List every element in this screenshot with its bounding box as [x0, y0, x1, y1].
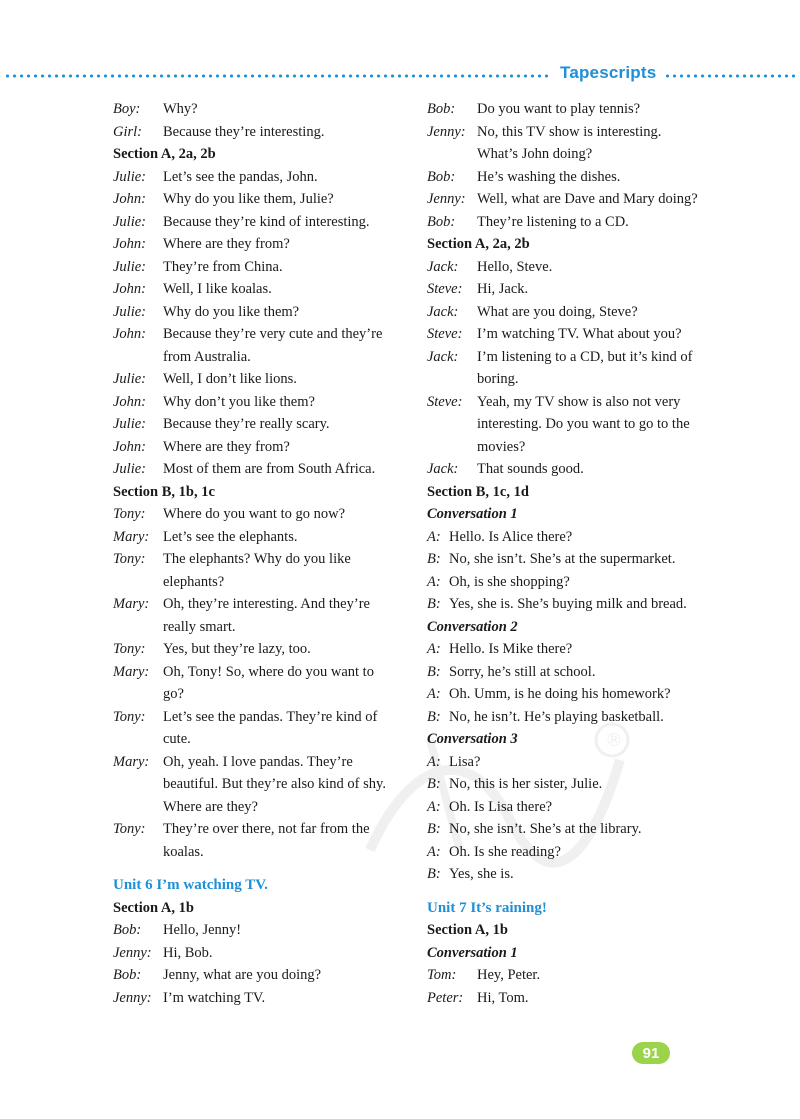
dialogue-line	[113, 413, 413, 436]
dialogue-line	[427, 661, 727, 684]
speaker-label: Julie:	[113, 258, 147, 275]
dialogue-line	[427, 683, 727, 706]
speaker-label: A:	[427, 528, 441, 545]
dialogue-text: They’re over there, not far from the	[163, 821, 370, 837]
watermark-registered-mark: ®	[605, 730, 623, 751]
dialogue-text-continued: interesting. Do you want to go to the	[477, 416, 690, 432]
dialogue-text: Let’s see the pandas, John.	[163, 168, 318, 185]
dialogue-line	[113, 919, 413, 942]
speaker-label: A:	[427, 573, 441, 590]
speaker-label: A:	[427, 753, 441, 770]
dialogue-text: Yes, she is. She’s buying milk and bread.	[449, 596, 687, 612]
dialogue-text: Well, I like koalas.	[163, 281, 272, 297]
left-column	[113, 98, 413, 1009]
dialogue-line	[427, 391, 727, 414]
speaker-label: B:	[427, 663, 441, 680]
unit-heading: Unit 7 It’s raining!	[427, 899, 547, 916]
speaker-label: Jenny:	[427, 123, 466, 140]
speaker-label: Julie:	[113, 168, 147, 185]
dialogue-text: That sounds good.	[477, 461, 584, 477]
dialogue-line	[113, 706, 413, 729]
dialogue-line	[113, 368, 413, 391]
dialogue-line	[427, 346, 727, 369]
speaker-label: Mary:	[113, 753, 150, 770]
speaker-label: B:	[427, 708, 441, 725]
dialogue-line	[113, 458, 413, 481]
dialogue-line	[113, 121, 413, 144]
dialogue-text: Where are they from?	[163, 236, 290, 252]
speaker-label: Jack:	[427, 303, 459, 320]
dialogue-text-continued: go?	[163, 686, 184, 702]
conversation-heading: Conversation 1	[427, 944, 518, 961]
dialogue-text-continued: really smart.	[163, 618, 236, 635]
speaker-label: Jenny:	[427, 191, 466, 207]
dialogue-line	[113, 964, 413, 987]
dialogue-line	[427, 638, 727, 661]
right-column	[427, 98, 727, 1009]
dialogue-line	[427, 278, 727, 301]
dialogue-text: Hi, Bob.	[163, 944, 213, 961]
speaker-label: Bob:	[113, 922, 142, 938]
speaker-label: Bob:	[113, 967, 142, 983]
dialogue-line	[113, 942, 413, 965]
dialogue-text: Oh, they’re interesting. And they’re	[163, 596, 370, 612]
speaker-label: Tony:	[113, 708, 146, 725]
dialogue-text-continued: movies?	[477, 438, 526, 455]
dialogue-line	[113, 256, 413, 279]
dialogue-line	[113, 638, 413, 661]
dialogue-line	[427, 863, 727, 886]
dialogue-line	[427, 706, 727, 729]
dialogue-text: Yes, but they’re lazy, too.	[163, 641, 311, 657]
dialogue-text: The elephants? Why do you like	[163, 551, 351, 567]
dialogue-text: Hi, Tom.	[477, 989, 529, 1006]
dialogue-text: They’re from China.	[163, 258, 283, 275]
speaker-label: Steve:	[427, 326, 463, 342]
dialogue-text: What are you doing, Steve?	[477, 303, 638, 320]
dialogue-text-continued: boring.	[477, 371, 519, 387]
speaker-label: Bob:	[427, 101, 456, 117]
dialogue-text: Oh. Is she reading?	[449, 843, 561, 860]
dialogue-text: I’m listening to a CD, but it’s kind of	[477, 348, 693, 365]
dialogue-text: Oh. Umm, is he doing his homework?	[449, 686, 671, 702]
dialogue-line	[113, 278, 413, 301]
dialogue-line	[427, 166, 727, 189]
speaker-label: Steve:	[427, 281, 463, 297]
dialogue-text: Let’s see the elephants.	[163, 528, 298, 545]
dialogue-line	[113, 818, 413, 841]
dialogue-line	[427, 458, 727, 481]
dialogue-line	[427, 548, 727, 571]
dialogue-line	[113, 436, 413, 459]
dialogue-line	[427, 188, 727, 211]
speaker-label: Boy:	[113, 101, 141, 117]
dialogue-line	[113, 548, 413, 571]
conversation-heading: Conversation 3	[427, 731, 518, 747]
dialogue-line	[113, 98, 413, 121]
page-header	[0, 64, 800, 86]
dialogue-line	[427, 841, 727, 864]
dialogue-text: Sorry, he’s still at school.	[449, 663, 596, 680]
dialogue-text: Where are they from?	[163, 438, 290, 455]
dialogue-line	[113, 526, 413, 549]
speaker-label: John:	[113, 191, 147, 207]
dialogue-text: Because they’re kind of interesting.	[163, 213, 370, 230]
dialogue-line	[427, 256, 727, 279]
dialogue-line	[113, 503, 413, 526]
section-heading: Section A, 2a, 2b	[427, 236, 530, 252]
dialogue-line	[427, 593, 727, 616]
speaker-label: Jenny:	[113, 944, 152, 961]
dialogue-text: No, he isn’t. He’s playing basketball.	[449, 708, 664, 725]
speaker-label: John:	[113, 281, 147, 297]
dialogue-text: Yes, she is.	[449, 866, 514, 882]
dialogue-text: Because they’re very cute and they’re	[163, 326, 383, 342]
dialogue-line	[427, 751, 727, 774]
speaker-label: John:	[113, 326, 147, 342]
conversation-heading: Conversation 2	[427, 618, 518, 635]
dialogue-text: No, she isn’t. She’s at the library.	[449, 821, 642, 837]
dialogue-line	[427, 121, 727, 144]
speaker-label: B:	[427, 821, 441, 837]
dialogue-text: Hello. Is Alice there?	[449, 528, 573, 545]
section-heading: Section A, 2a, 2b	[113, 146, 216, 162]
dialogue-text: Because they’re interesting.	[163, 123, 325, 140]
dialogue-text: Yeah, my TV show is also not very	[477, 393, 681, 410]
dialogue-line	[113, 391, 413, 414]
dialogue-text: Well, I don’t like lions.	[163, 371, 297, 387]
speaker-label: Julie:	[113, 371, 147, 387]
dialogue-line	[427, 571, 727, 594]
dialogue-text: Hello, Steve.	[477, 258, 553, 275]
dialogue-line	[427, 987, 727, 1010]
section-heading: Section A, 1b	[113, 899, 194, 916]
speaker-label: Julie:	[113, 213, 147, 230]
dialogue-text: No, she isn’t. She’s at the supermarket.	[449, 551, 676, 567]
dialogue-line	[427, 98, 727, 121]
section-heading: Section A, 1b	[427, 922, 508, 938]
speaker-label: Jack:	[427, 348, 459, 365]
speaker-label: Jack:	[427, 258, 459, 275]
dialogue-text: Oh. Is Lisa there?	[449, 798, 553, 815]
dialogue-text: Do you want to play tennis?	[477, 101, 641, 117]
dialogue-text: No, this TV show is interesting.	[477, 123, 662, 140]
dialogue-text: Why don’t you like them?	[163, 393, 315, 410]
dialogue-line	[427, 964, 727, 987]
dialogue-line	[113, 188, 413, 211]
speaker-label: John:	[113, 393, 147, 410]
dialogue-text: Oh, yeah. I love pandas. They’re	[163, 753, 353, 770]
dialogue-text: No, this is her sister, Julie.	[449, 776, 603, 792]
section-heading: Section B, 1b, 1c	[113, 483, 215, 500]
unit-heading: Unit 6 I’m watching TV.	[113, 877, 268, 893]
speaker-label: Julie:	[113, 461, 147, 477]
speaker-label: B:	[427, 866, 441, 882]
dialogue-text: Because they’re really scary.	[163, 416, 330, 432]
dialogue-text: Let’s see the pandas. They’re kind of	[163, 708, 378, 725]
dialogue-line	[113, 166, 413, 189]
dialogue-line	[113, 211, 413, 234]
dialogue-text: Hi, Jack.	[477, 281, 529, 297]
dialogue-text: He’s washing the dishes.	[477, 168, 621, 185]
speaker-label: Bob:	[427, 213, 456, 230]
dialogue-text-continued: from Australia.	[163, 348, 251, 365]
dialogue-text-continued: koalas.	[163, 843, 204, 860]
dialogue-text-continued: cute.	[163, 731, 191, 747]
speaker-label: Julie:	[113, 416, 147, 432]
dialogue-line	[113, 593, 413, 616]
dialogue-text: Oh, Tony! So, where do you want to	[163, 663, 374, 680]
dialogue-line	[113, 987, 413, 1010]
dialogue-text: They’re listening to a CD.	[477, 213, 629, 230]
speaker-label: Mary:	[113, 596, 150, 612]
dialogue-text-continued: elephants?	[163, 573, 225, 590]
conversation-heading: Conversation 1	[427, 506, 518, 522]
speaker-label: John:	[113, 236, 147, 252]
speaker-label: A:	[427, 843, 441, 860]
speaker-label: Tony:	[113, 506, 146, 522]
dialogue-text-continued: beautiful. But they’re also kind of shy.	[163, 776, 386, 792]
dialogue-text-continued: Where are they?	[163, 798, 258, 815]
dialogue-text: Why?	[163, 101, 198, 117]
dialogue-text: Lisa?	[449, 753, 481, 770]
speaker-label: B:	[427, 551, 441, 567]
dialogue-line	[113, 751, 413, 774]
dialogue-line	[427, 211, 727, 234]
dialogue-text: Where do you want to go now?	[163, 506, 346, 522]
dialogue-text: Hello. Is Mike there?	[449, 641, 573, 657]
dialogue-text: Why do you like them?	[163, 303, 300, 320]
speaker-label: A:	[427, 641, 441, 657]
page-number-badge: 91	[632, 1042, 670, 1064]
speaker-label: John:	[113, 438, 147, 455]
header-title: Tapescripts	[560, 63, 657, 82]
speaker-label: B:	[427, 596, 441, 612]
speaker-label: Girl:	[113, 123, 142, 140]
header-dotted-rule-left	[4, 74, 552, 78]
speaker-label: Tom:	[427, 967, 457, 983]
speaker-label: Peter:	[427, 989, 464, 1006]
dialogue-line	[427, 301, 727, 324]
speaker-label: B:	[427, 776, 441, 792]
dialogue-line	[113, 323, 413, 346]
dialogue-text: Hey, Peter.	[477, 967, 541, 983]
dialogue-line	[427, 818, 727, 841]
speaker-label: Julie:	[113, 303, 147, 320]
dialogue-text: Oh, is she shopping?	[449, 573, 570, 590]
dialogue-line	[427, 773, 727, 796]
speaker-label: Steve:	[427, 393, 463, 410]
speaker-label: Jack:	[427, 461, 459, 477]
dialogue-text: Well, what are Dave and Mary doing?	[477, 191, 698, 207]
dialogue-line	[113, 301, 413, 324]
speaker-label: Mary:	[113, 528, 150, 545]
dialogue-text: Most of them are from South Africa.	[163, 461, 376, 477]
speaker-label: Tony:	[113, 821, 146, 837]
dialogue-line	[113, 233, 413, 256]
dialogue-text: Jenny, what are you doing?	[163, 967, 322, 983]
dialogue-line	[427, 526, 727, 549]
dialogue-line	[113, 661, 413, 684]
speaker-label: Tony:	[113, 641, 146, 657]
speaker-label: Tony:	[113, 551, 146, 567]
dialogue-text: I’m watching TV. What about you?	[477, 326, 682, 342]
header-dotted-rule-right	[664, 74, 796, 78]
dialogue-line	[427, 796, 727, 819]
dialogue-text: Why do you like them, Julie?	[163, 191, 334, 207]
speaker-label: Bob:	[427, 168, 456, 185]
speaker-label: Mary:	[113, 663, 150, 680]
speaker-label: A:	[427, 686, 441, 702]
speaker-label: A:	[427, 798, 441, 815]
dialogue-text-continued: What’s John doing?	[477, 146, 593, 162]
section-heading: Section B, 1c, 1d	[427, 483, 529, 500]
dialogue-line	[427, 323, 727, 346]
dialogue-text: I’m watching TV.	[163, 989, 266, 1006]
dialogue-text: Hello, Jenny!	[163, 922, 242, 938]
speaker-label: Jenny:	[113, 989, 152, 1006]
